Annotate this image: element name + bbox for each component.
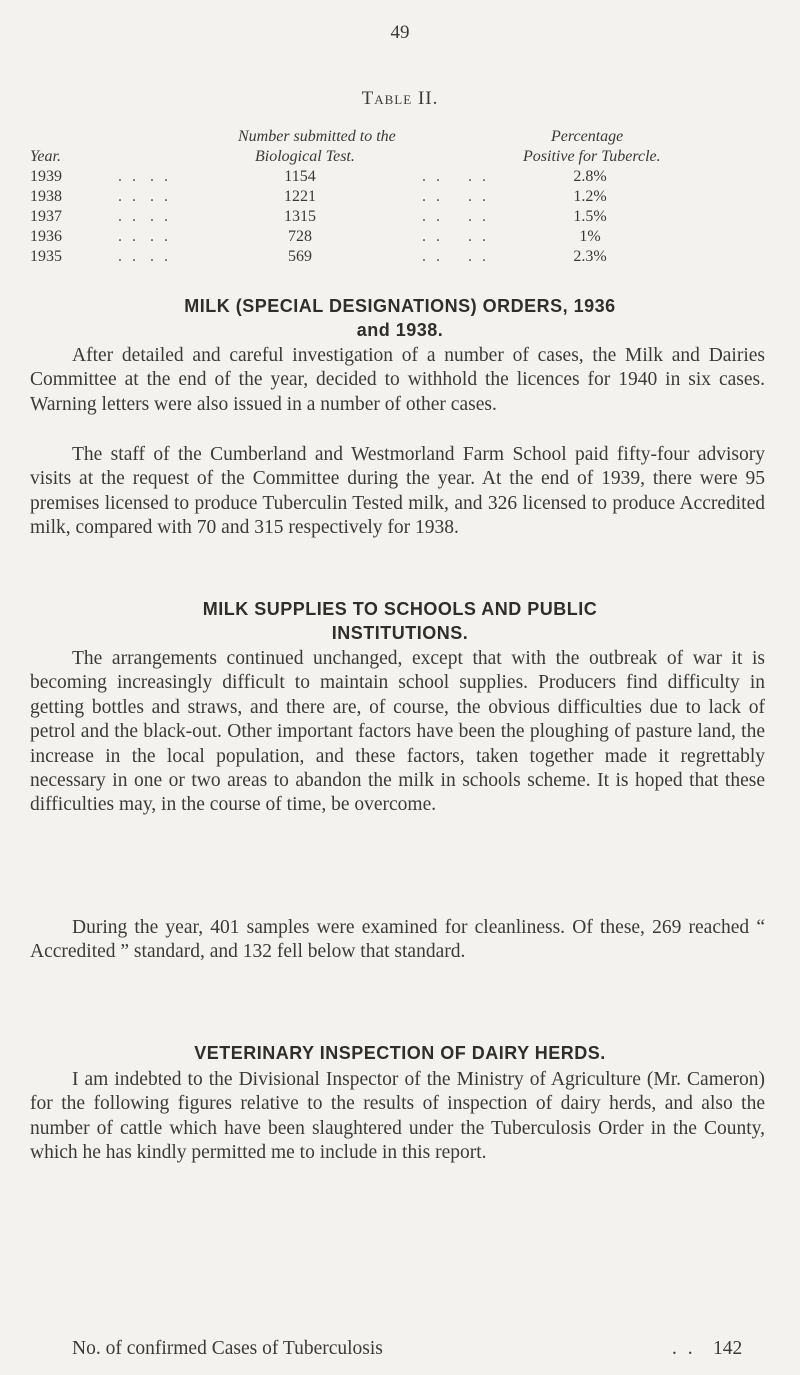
- heading-line: MILK SUPPLIES TO SCHOOLS AND PUBLIC: [202, 599, 598, 619]
- leader-dots: . .: [150, 168, 171, 185]
- leader-dots: . .: [118, 188, 139, 205]
- cell-year: 1936: [30, 228, 62, 245]
- cell-number: 1221: [284, 188, 316, 205]
- header-pct-line2: Positive for Tubercle.: [523, 148, 661, 165]
- heading-line: and 1938.: [356, 320, 444, 340]
- table-title: Table II.: [361, 88, 439, 109]
- leader-dots: . .: [118, 168, 139, 185]
- paragraph-milk-supplies-2: During the year, 401 samples were examined for cleanliness. Of these, 269 reached “ Accredited ” standard, and 132 fell below that standard.: [30, 917, 765, 963]
- leader-dots: . .: [422, 188, 443, 205]
- header-number-line1: Number submitted to the: [238, 128, 396, 145]
- leader-dots: . .: [468, 228, 489, 245]
- leader-dots: . .: [422, 208, 443, 225]
- leader-dots: . .: [150, 188, 171, 205]
- header-pct-line1: Percentage: [551, 128, 624, 145]
- header-year: Year.: [30, 148, 61, 165]
- leader-dots: . .: [468, 168, 489, 185]
- cell-pct: 1%: [579, 228, 601, 245]
- leader-dots: . .: [118, 248, 139, 265]
- leader-dots: . .: [422, 168, 443, 185]
- heading-line: INSTITUTIONS.: [331, 623, 469, 643]
- page-number: 49: [390, 22, 410, 43]
- cell-number: 1154: [284, 168, 316, 185]
- leader-dots: . .: [422, 228, 443, 245]
- cell-pct: 1.5%: [573, 208, 607, 225]
- leader-dots: . .: [422, 248, 443, 265]
- cell-pct: 1.2%: [573, 188, 607, 205]
- heading-veterinary: VETERINARY INSPECTION OF DAIRY HERDS.: [194, 1043, 606, 1063]
- leader-dots: . .: [468, 208, 489, 225]
- paragraph-veterinary-1: I am indebted to the Divisional Inspector of the Ministry of Agriculture (Mr. Cameron) for the following figures relative to the results of inspection of dairy herds, and also the number of cattle which have been slaughtered under the Tuberculosis Order in the County, which he has kindly permitted me to include in this report.: [30, 1069, 765, 1164]
- cell-number: 1315: [284, 208, 316, 225]
- leader-dots: . .: [150, 248, 171, 265]
- cell-year: 1935: [30, 248, 62, 265]
- cell-number: 728: [288, 228, 312, 245]
- cell-year: 1937: [30, 208, 62, 225]
- leader-dots: . .: [672, 1338, 696, 1359]
- paragraph-milk-orders-1: After detailed and careful investigation of a number of cases, the Milk and Dairies Committee at the end of the year, decided to withhold the licences for 1940 in six cases. Warning letters were also issued in a number of other cases.: [30, 345, 765, 415]
- cell-year: 1939: [30, 168, 62, 185]
- leader-dots: . .: [150, 208, 171, 225]
- leader-dots: . .: [118, 228, 139, 245]
- leader-dots: . .: [468, 248, 489, 265]
- paragraph-milk-orders-2: The staff of the Cumberland and Westmorland Farm School paid fifty-four advisory visits at the request of the Committee during the year. At the end of 1939, there were 95 premises licensed to produce Tuberculin Tested milk, and 326 licensed to produce Accredited milk, compared with 70 and 315 respectively for 1938.: [30, 444, 765, 539]
- confirmed-cases-label: No. of confirmed Cases of Tuberculosis: [72, 1338, 383, 1359]
- cell-pct: 2.8%: [573, 168, 607, 185]
- heading-line: MILK (SPECIAL DESIGNATIONS) ORDERS, 1936: [184, 296, 616, 316]
- confirmed-cases-value: 142: [713, 1338, 743, 1359]
- leader-dots: . .: [150, 228, 171, 245]
- header-number-line2: Biological Test.: [255, 148, 355, 165]
- leader-dots: . .: [118, 208, 139, 225]
- leader-dots: . .: [468, 188, 489, 205]
- cell-year: 1938: [30, 188, 62, 205]
- heading-milk-supplies: [30, 597, 770, 645]
- heading-milk-orders: [30, 294, 770, 342]
- cell-number: 569: [288, 248, 312, 265]
- cell-pct: 2.3%: [573, 248, 607, 265]
- paragraph-milk-supplies-1: The arrangements continued unchanged, except that with the outbreak of war it is becoming increasingly difficult to maintain school supplies. Producers find difficulty in getting bottles and straws, and there are, of course, the obvious difficulties due to lack of petrol and the black-out. Other important factors have been the ploughing of pasture land, the increase in the local population, and these factors, taken together made it regrettably necessary in one or two areas to abandon the milk in schools scheme. It is hoped that these difficulties may, in the course of time, be overcome.: [30, 648, 765, 816]
